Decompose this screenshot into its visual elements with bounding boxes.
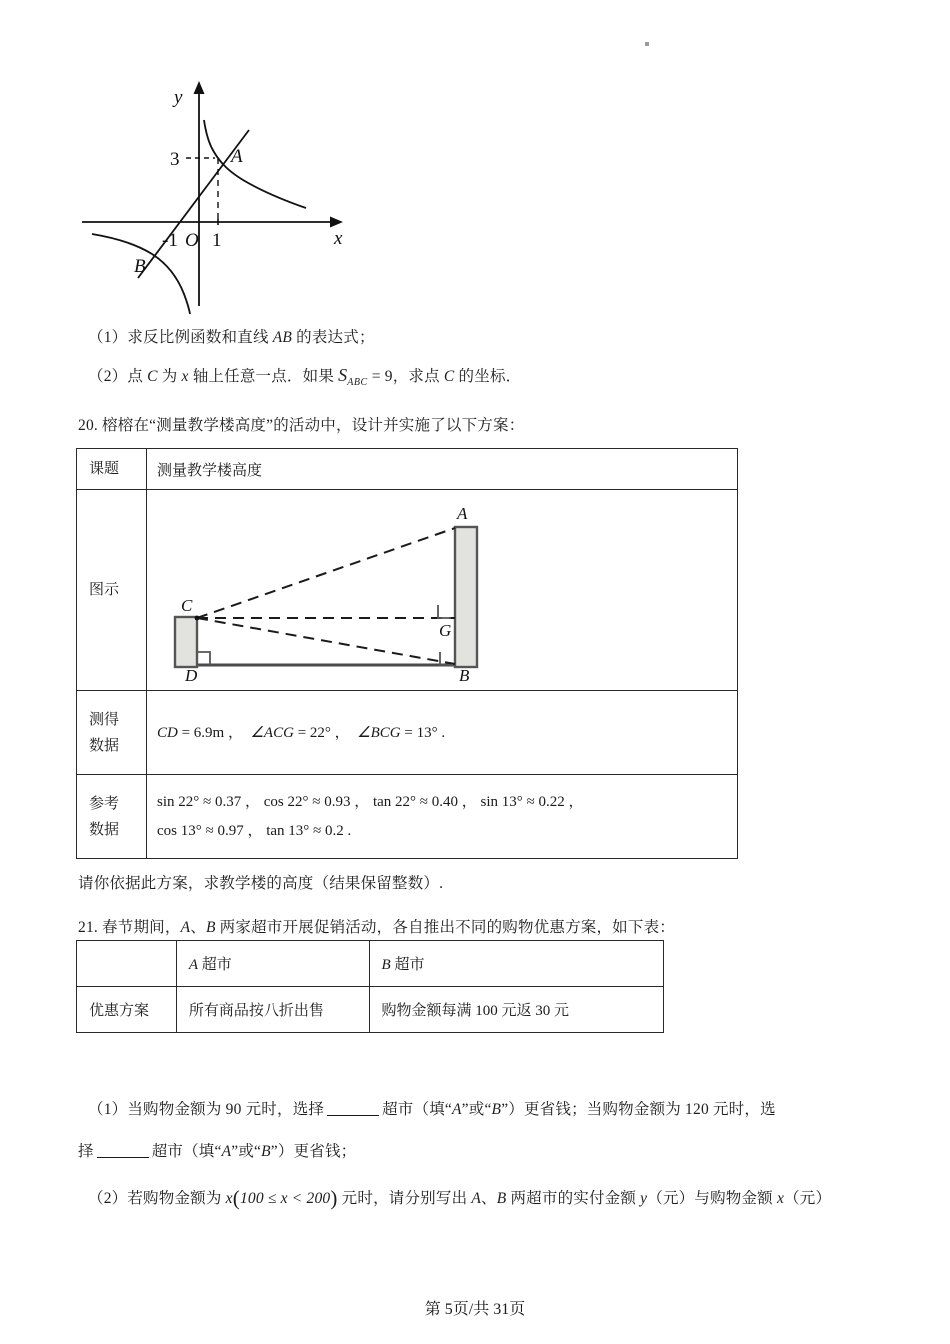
q21-p1-seg4: ”）更省钱；当购物金额为 120 元时，选: [501, 1101, 776, 1118]
row-label-measured-line1: 测得: [89, 711, 120, 728]
row-label-measured-line2: 数据: [89, 737, 120, 754]
q21-p1b-seg1: 择: [78, 1143, 94, 1160]
q21-p2-paren-open: (: [232, 1186, 240, 1210]
q19-p1-ab: AB: [272, 329, 293, 346]
q19-p2-equals: = 9: [367, 368, 393, 385]
question-21-part-1-line-2: [78, 1140, 928, 1164]
header-cell-b: [369, 941, 663, 987]
row-label-reference-line1: 参考: [89, 795, 120, 812]
row-label-measured: [77, 691, 147, 775]
sight-line-ca: [197, 528, 455, 618]
q21-p2-sep: 、: [481, 1190, 497, 1207]
q21-p1-a: A: [452, 1101, 462, 1118]
q21-p1b-seg3: ”或“: [231, 1143, 262, 1160]
right-angle-mark-d: [197, 652, 210, 665]
question-21-part-2: [88, 1182, 948, 1215]
measured-angle-acg-name: ∠ACG: [250, 724, 294, 741]
tick-label-x-1: 1: [212, 230, 222, 251]
q21-p2-seg4: 与购物金额: [694, 1190, 777, 1207]
corner-mark-dot: [645, 42, 649, 46]
row-label-topic: 课题: [77, 449, 147, 490]
q21-p2-seg3: 两超市的实付金额: [506, 1190, 641, 1207]
header-b-rest: 超市: [390, 957, 425, 973]
q21-p2-yuan1: （元）: [647, 1190, 695, 1207]
question-20-stem: 20. 榕榕在“测量教学楼高度”的活动中，设计并实施了以下方案：: [78, 417, 525, 434]
measured-cd-name: CD: [157, 724, 178, 741]
question-19-part-1: [88, 326, 375, 350]
point-label-a: A: [231, 146, 243, 167]
table-row-reference: [77, 775, 738, 859]
q19-p2-c2: C: [443, 368, 455, 385]
q21-p2-seg2: 元时，请分别写出: [337, 1190, 472, 1207]
q19-p2-s-symbol: S: [338, 365, 348, 385]
q19-p1-post: 的表达式；: [292, 329, 375, 346]
q21-p1-b: B: [491, 1101, 502, 1118]
header-empty-cell: [77, 941, 177, 987]
page-footer: 第 5页/共 31页: [424, 1301, 526, 1318]
q21-stem-sep: 、: [190, 919, 206, 936]
hyperbola-branch-q1: [204, 120, 306, 208]
diagram-label-c: C: [181, 596, 193, 616]
row-label-promotion: 优惠方案: [77, 987, 177, 1033]
tall-building-rect: [455, 527, 477, 667]
coordinate-graph-svg: [78, 68, 358, 318]
q19-p1-pre: （1）求反比例函数和直线: [88, 329, 273, 346]
q21-p1-seg2: 超市（填“: [382, 1101, 452, 1118]
sight-line-cb: [197, 618, 455, 664]
promotion-cell-a: 所有商品按八折出售: [176, 987, 369, 1033]
measured-angle-acg-value: = 22° ，: [293, 724, 350, 741]
question-21-stem: [78, 916, 675, 940]
q21-p2-range: 100 ≤ x < 200: [239, 1190, 331, 1207]
tick-label-y-3: 3: [170, 149, 180, 170]
answer-blank-1[interactable]: [327, 1101, 379, 1117]
q21-p2-b: B: [496, 1190, 507, 1207]
header-cell-a: [176, 941, 369, 987]
q19-p2-s5: 的坐标．: [454, 368, 522, 385]
measured-angle-bcg-value: = 13° .: [400, 724, 446, 741]
header-a-rest: 超市: [198, 957, 232, 973]
axis-x-label: x: [334, 228, 343, 249]
row-value-reference: [147, 775, 738, 859]
observer-building-rect: [175, 617, 197, 667]
header-a-ital: A: [188, 957, 199, 973]
q21-p1b-a: A: [221, 1143, 232, 1160]
q21-p1-seg3: ”或“: [461, 1101, 492, 1118]
row-label-figure: 图示: [77, 490, 147, 691]
coordinate-graph-figure: [78, 68, 358, 318]
promotion-cell-b: 购物金额每满 100 元返 30 元: [369, 987, 663, 1033]
q21-p2-x: x: [225, 1190, 233, 1207]
measured-cd-value: = 6.9m ，: [177, 724, 243, 741]
q19-p2-s4: ，求点: [392, 368, 444, 385]
q21-stem-b-ital: B: [205, 919, 216, 936]
q19-p2-s3: 轴上任意一点．如果: [188, 368, 339, 385]
diagram-label-g: G: [439, 621, 452, 641]
q19-p2-x: x: [181, 368, 189, 385]
table-row-figure: [77, 490, 738, 691]
table-row-promotion: [77, 987, 664, 1033]
question-20-ask: 请你依据此方案，求教学楼的高度（结果保留整数）.: [78, 875, 444, 892]
diagram-label-b: B: [459, 666, 470, 684]
q21-p2-a: A: [471, 1190, 482, 1207]
tick-label-x-neg1: -1: [162, 230, 178, 251]
q21-p2-seg1: （2）若购物金额为: [88, 1190, 226, 1207]
row-label-reference-line2: 数据: [89, 821, 120, 838]
q21-p1b-seg2: 超市（填“: [151, 1143, 222, 1160]
q21-p1-seg1: （1）当购物金额为 90 元时，选择: [88, 1101, 325, 1118]
building-measure-svg: [157, 497, 717, 683]
row-value-topic: 测量教学楼高度: [147, 449, 738, 490]
q21-p2-x2: x: [776, 1190, 785, 1207]
point-c-dot: [195, 616, 200, 621]
q19-p2-c1: C: [147, 368, 158, 385]
diagram-label-d: D: [185, 666, 198, 684]
q21-stem-a: 21. 春节期间，: [78, 919, 181, 936]
q21-stem-a-ital: A: [180, 919, 191, 936]
building-measure-diagram: [157, 497, 727, 683]
row-label-reference: [77, 775, 147, 859]
q21-p2-y: y: [640, 1190, 648, 1207]
header-b-ital: B: [381, 957, 391, 973]
question-21-part-1-line-1: [88, 1098, 938, 1122]
row-value-measured: [147, 691, 738, 775]
q21-p1b-b: B: [261, 1143, 271, 1160]
q19-p2-s2: 为: [157, 368, 182, 385]
diagram-label-a: A: [457, 504, 468, 524]
reference-data-line-1: sin 22° ≈ 0.37 ， cos 22° ≈ 0.93 ， tan 22° ≈ 0.40 ， sin 13° ≈ 0.22 ，: [157, 794, 584, 811]
right-angle-mark-g: [438, 605, 451, 618]
q21-p2-yuan2: （元）: [784, 1190, 832, 1207]
q21-stem-c: 两家超市开展促销活动，各自推出不同的购物优惠方案，如下表：: [215, 919, 675, 936]
reference-data-line-2: cos 13° ≈ 0.97 ， tan 13° ≈ 0.2 .: [157, 822, 352, 839]
table-row-topic: [77, 449, 738, 490]
q21-p1b-seg4: ”）更省钱；: [270, 1143, 357, 1160]
question-19-part-2: [88, 362, 521, 391]
measurement-plan-table: [76, 448, 738, 859]
measured-data-expression: [157, 719, 727, 748]
supermarket-promotion-table: [76, 940, 664, 1033]
table-row-measured: [77, 691, 738, 775]
q21-p2-paren-close: ): [330, 1186, 338, 1210]
y-axis-arrow: [194, 81, 205, 94]
axis-y-label: y: [174, 87, 183, 108]
point-label-b: B: [134, 256, 146, 277]
table-row-header: [77, 941, 664, 987]
origin-label: O: [185, 230, 199, 251]
measured-angle-bcg-name: ∠BCG: [357, 724, 401, 741]
x-axis-arrow: [330, 217, 343, 228]
row-value-figure: [147, 490, 738, 691]
q19-p2-s1: （2）点: [88, 368, 148, 385]
q19-p2-subscript-abc: ABC: [347, 377, 368, 389]
answer-blank-2[interactable]: [97, 1143, 149, 1159]
